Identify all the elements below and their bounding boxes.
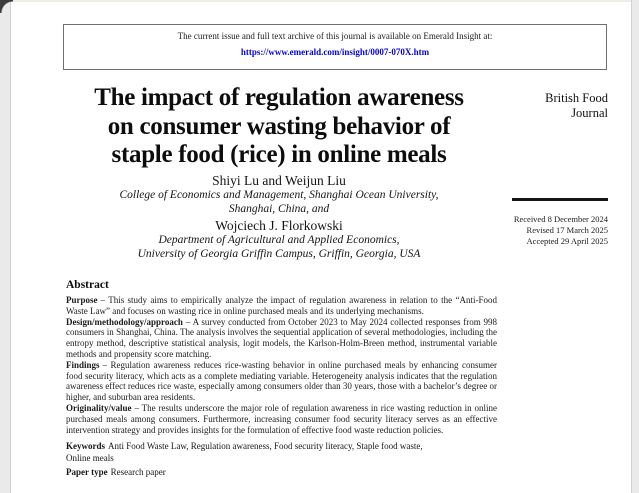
affiliation-1-line2: Shanghai, China, and <box>228 202 330 215</box>
abstract-findings <box>66 360 497 403</box>
keywords-label: Keywords <box>66 441 105 452</box>
design-label: Design/methodology/approach <box>66 316 183 327</box>
accepted-date: Accepted 29 April 2025 <box>526 236 608 246</box>
affiliation-2-line1: Department of Agricultural and Applied Economics, <box>158 234 400 246</box>
affiliation-2-line2: University of Georgia Griffin Campus, Griffin, Georgia, USA <box>137 247 421 260</box>
revised-date: Revised 17 March 2025 <box>526 225 608 235</box>
article-title-line1: The impact of regulation awareness <box>94 84 464 111</box>
journal-archive-notice-box <box>63 24 607 70</box>
window-rounded-corner <box>0 0 13 13</box>
author-group-1: Shiyi Lu and Weijun Liu <box>212 173 346 188</box>
journal-name-line1: British Food <box>545 91 608 105</box>
keywords-line2: Online meals <box>66 452 114 463</box>
authors-block <box>58 173 500 261</box>
abstract-section <box>66 279 497 479</box>
article-title-line2: on consumer wasting behavior of <box>107 112 451 140</box>
journal-name-line2: Journal <box>571 106 608 120</box>
abstract-design <box>66 317 497 360</box>
originality-text: – The results underscore the major role of regulation awareness in rice wasting reduction in online purchased meals among consumers. Furthermore, increasing consumer food security literacy serves as an effective intervention strategy and provides insights for the formulation of effective food waste reduction policies. <box>66 402 497 435</box>
viewer-left-gutter <box>0 0 11 493</box>
originality-label: Originality/value <box>66 402 132 413</box>
findings-label: Findings <box>66 359 100 370</box>
abstract-originality <box>66 403 497 435</box>
findings-text: – Regulation awareness reduces rice-wasting behavior in online purchased meals by enhancing consumer food security literacy, which acts as a complete mediating variable. Heterogeneity analysis indicates that the regulation awareness effect reduces rice waste, especially among consumers older than 30 years, those with a bachelor’s degree or higher, and suburban area residents. <box>66 359 497 403</box>
abstract-heading: Abstract <box>66 279 109 291</box>
emerald-insight-link[interactable]: https://www.emerald.com/insight/0007-070X.htm <box>240 47 430 57</box>
purpose-text: – This study aims to empirically analyze the impact of regulation awareness in relation to the “Anti-Food Waste Law” and focuses on wasting rice in online purchased meals and its underlying mechanisms. <box>66 295 497 316</box>
sidebar-divider-rule <box>512 198 608 201</box>
affiliation-1-line1: College of Economics and Management, Shanghai Ocean University, <box>119 189 439 201</box>
viewer-top-edge <box>0 0 639 2</box>
received-date: Received 8 December 2024 <box>513 214 608 224</box>
author-group-2: Wojciech J. Florkowski <box>215 218 343 233</box>
abstract-purpose <box>66 295 497 317</box>
article-title <box>58 84 500 170</box>
paper-type-value: Research paper <box>110 467 166 478</box>
design-text: – A survey conducted from October 2023 to May 2024 collected responses from 998 consumers in Shanghai, China. The analysis involves the sequential application of several methodologies, including the entropy method, descriptive statistical analysis, logit models, the Karlson-Holm-Breen method, instrumental variable methods and propensity score matching. <box>66 316 497 359</box>
purpose-label: Purpose <box>66 295 98 305</box>
keywords-block <box>66 441 497 464</box>
article-history-dates <box>478 214 608 247</box>
paper-type-block <box>66 467 497 479</box>
archive-notice-text: The current issue and full text archive of this journal is available on Emerald Insight at: <box>177 31 493 41</box>
paper-type-label: Paper type <box>66 467 108 478</box>
article-title-line3: staple food (rice) in online meals <box>111 141 447 168</box>
viewer-right-gutter <box>631 0 639 493</box>
keywords-line1: Anti Food Waste Law, Regulation awareness, Food security literacy, Staple food waste, <box>108 441 423 452</box>
